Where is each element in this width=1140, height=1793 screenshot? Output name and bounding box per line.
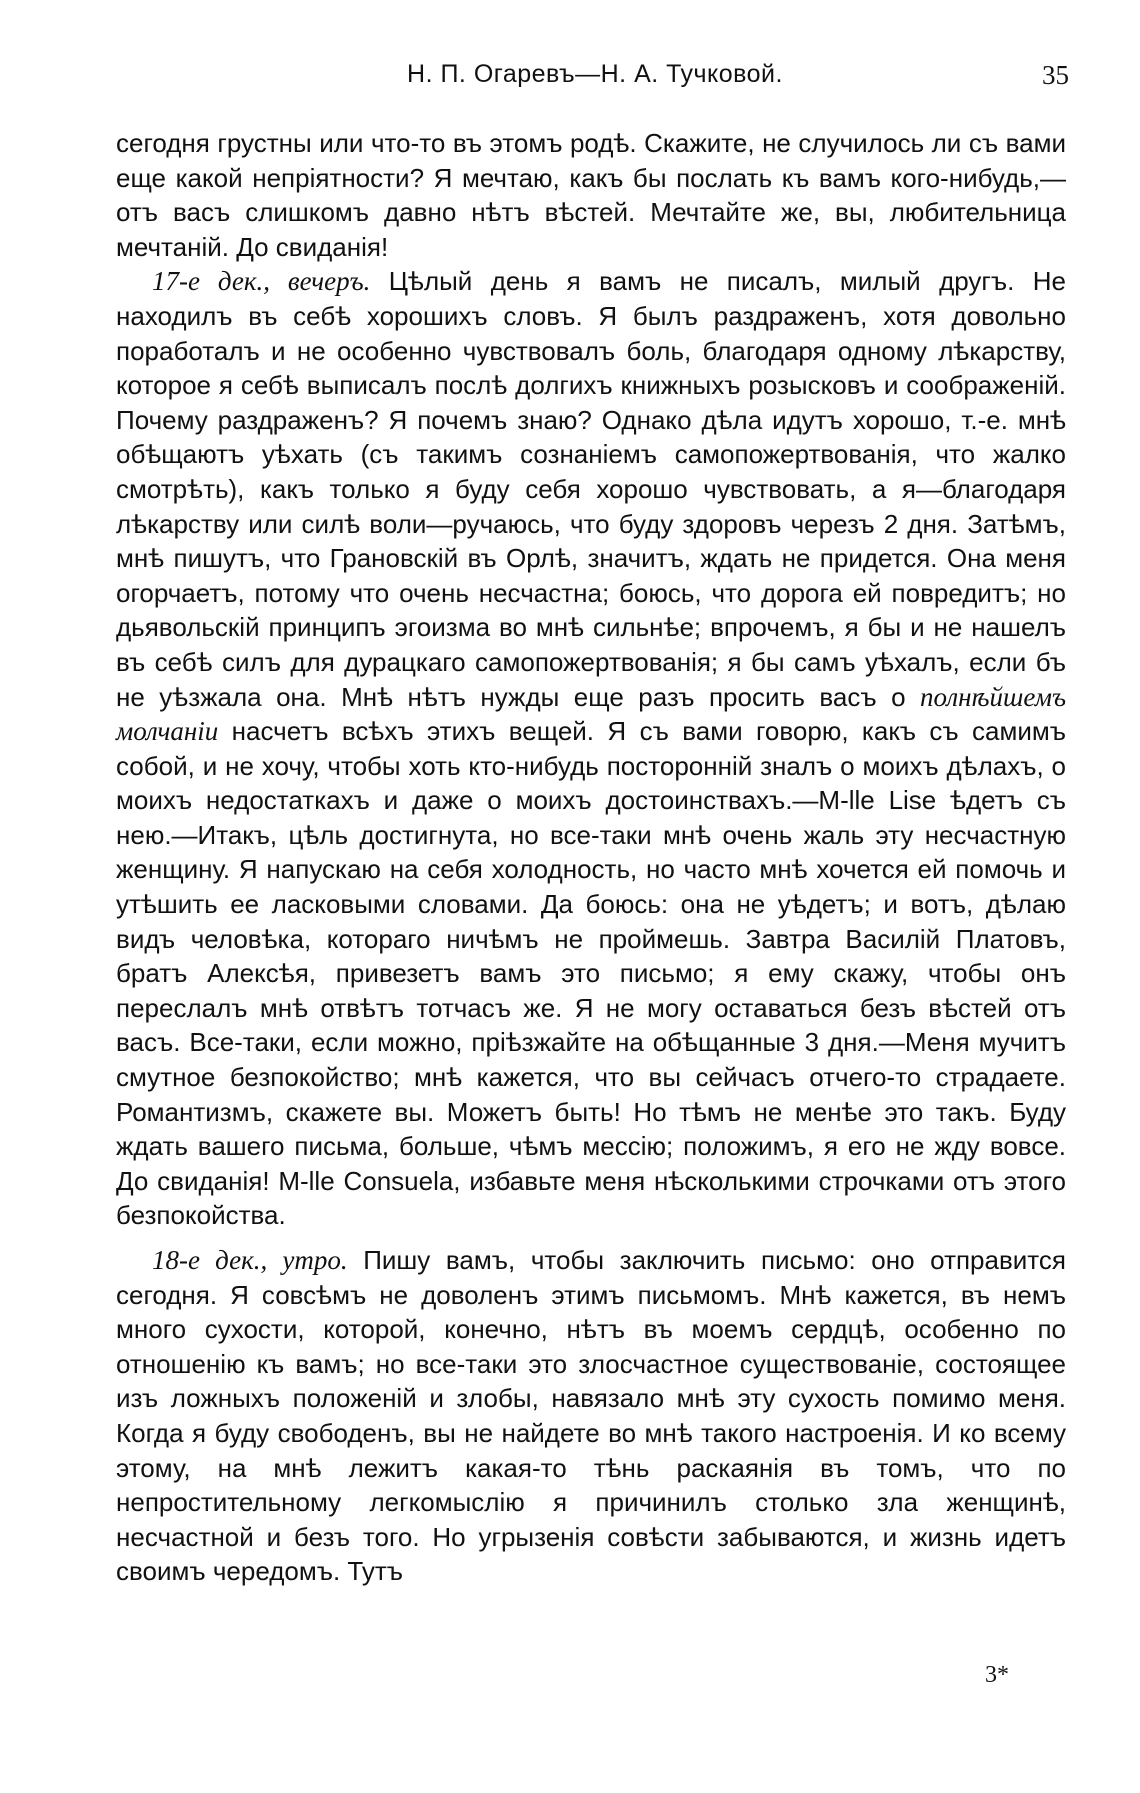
entry-date-18-dec: 18-е дек., утро. <box>152 1245 348 1275</box>
page-header <box>115 60 1075 100</box>
entry-date-17-dec: 17-е дек., вечеръ. <box>152 266 371 297</box>
paragraph-1: сегодня грустны или что-то въ этомъ родѣ. Скажите, не случилось ли съ вами еще какой непріятности? Я мечтаю, какъ бы послать къ вамъ кого-нибудь,—отъ васъ слишкомъ давно нѣтъ вѣстей. Мечтайте же, вы, любительница мечтаній. До свиданія! <box>116 128 1066 262</box>
paragraph-2 <box>116 264 1066 1233</box>
page-number: 35 <box>1042 60 1069 90</box>
paragraph-2-text-b: насчетъ всѣхъ этихъ вещей. Я съ вами говорю, какъ съ самимъ собой, и не хочу, чтобы хоть кто-нибудь посторонній зналъ о моихъ дѣлахъ, о моихъ недостаткахъ и даже о моихъ достоинствахъ.—M-lle Lise ѣдетъ съ нею.—Итакъ, цѣль достигнута, но все-таки мнѣ очень жаль эту несчастную женщину. Я напускаю на себя холодность, но часто мнѣ хочется ей помочь и утѣшить ее ласковыми словами. Да боюсь: она не уѣдетъ; и вотъ, дѣлаю видъ человѣка, котораго ничѣмъ не проймешь. Завтра Василій Платовъ, братъ Алексѣя, привезетъ вамъ это письмо; я ему скажу, чтобы онъ переслалъ мнѣ отвѣтъ тотчасъ же. Я не могу оставаться безъ вѣстей отъ васъ. Все-таки, если можно, пріѣзжайте на обѣщанные 3 дня.—Меня мучитъ смутное безпокойство; мнѣ кажется, что вы сейчасъ отчего-то страдаете. Романтизмъ, скажете вы. Можетъ быть! Но тѣмъ не менѣе это такъ. Буду ждать вашего письма, больше, чѣмъ мессію; положимъ, я его не жду вовсе. До свиданія! M-lle Consuela, избавьте меня нѣсколькими строчками отъ этого безпокойства. <box>116 716 1066 1231</box>
paragraph-gap <box>116 1233 1066 1243</box>
body-text <box>116 126 1066 1589</box>
paragraph-3 <box>116 1243 1066 1589</box>
emphasis-phrase: полнѣйшемъ молчаніи <box>116 681 1066 747</box>
running-title: Н. П. Огаревъ—Н. А. Тучковой. <box>407 60 783 88</box>
paragraph-2-text-a: Цѣлый день я вамъ не писалъ, милый другъ. Не находилъ въ себѣ хорошихъ словъ. Я былъ раздраженъ, хотя довольно поработалъ и не особенно чувствовалъ боль, благодаря одному лѣкарству, которое я себѣ выписалъ послѣ долгихъ книжныхъ розысковъ и соображеній. Почему раздраженъ? Я почемъ знаю? Однако дѣла идутъ хорошо, т.-е. мнѣ обѣщаютъ уѣхать (съ такимъ сознаніемъ самопожертвованія, что жалко смотрѣть), какъ только я буду себя хорошо чувствовать, а я—благодаря лѣкарству или силѣ воли—ручаюсь, что буду здоровъ черезъ 2 дня. Затѣмъ, мнѣ пишутъ, что Грановскій въ Орлѣ, значитъ, ждать не придется. Она меня огорчаетъ, потому что очень несчастна; боюсь, что дорога ей повредитъ; но дьявольскій принципъ эгоизма во мнѣ сильнѣе; впрочемъ, я бы и не нашелъ въ себѣ силъ для дурацкаго самопожертвованія; я бы самъ уѣхалъ, если бъ не уѣзжала она. Мнѣ нѣтъ нужды еще разъ просить васъ о <box>116 266 1066 712</box>
paragraph-3-text: Пишу вамъ, чтобы заключить письмо: оно отправится сегодня. Я совсѣмъ не доволенъ этимъ письмомъ. Мнѣ кажется, въ немъ много сухости, которой, конечно, нѣтъ въ моемъ сердцѣ, особенно по отношенію къ вамъ; но все-таки это злосчастное существованіе, состоящее изъ ложныхъ положеній и злобы, навязало мнѣ эту сухость помимо меня. Когда я буду свободенъ, вы не найдете во мнѣ такого настроенія. И ко всему этому, на мнѣ лежитъ какая-то тѣнь раскаянія въ томъ, что по непростительному легкомыслію я причинилъ столько зла женщинѣ, несчастной и безъ того. Но угрызенія совѣсти забываются, и жизнь идетъ своимъ чередомъ. Тутъ <box>116 1245 1067 1587</box>
signature-mark: 3* <box>985 1662 1009 1688</box>
